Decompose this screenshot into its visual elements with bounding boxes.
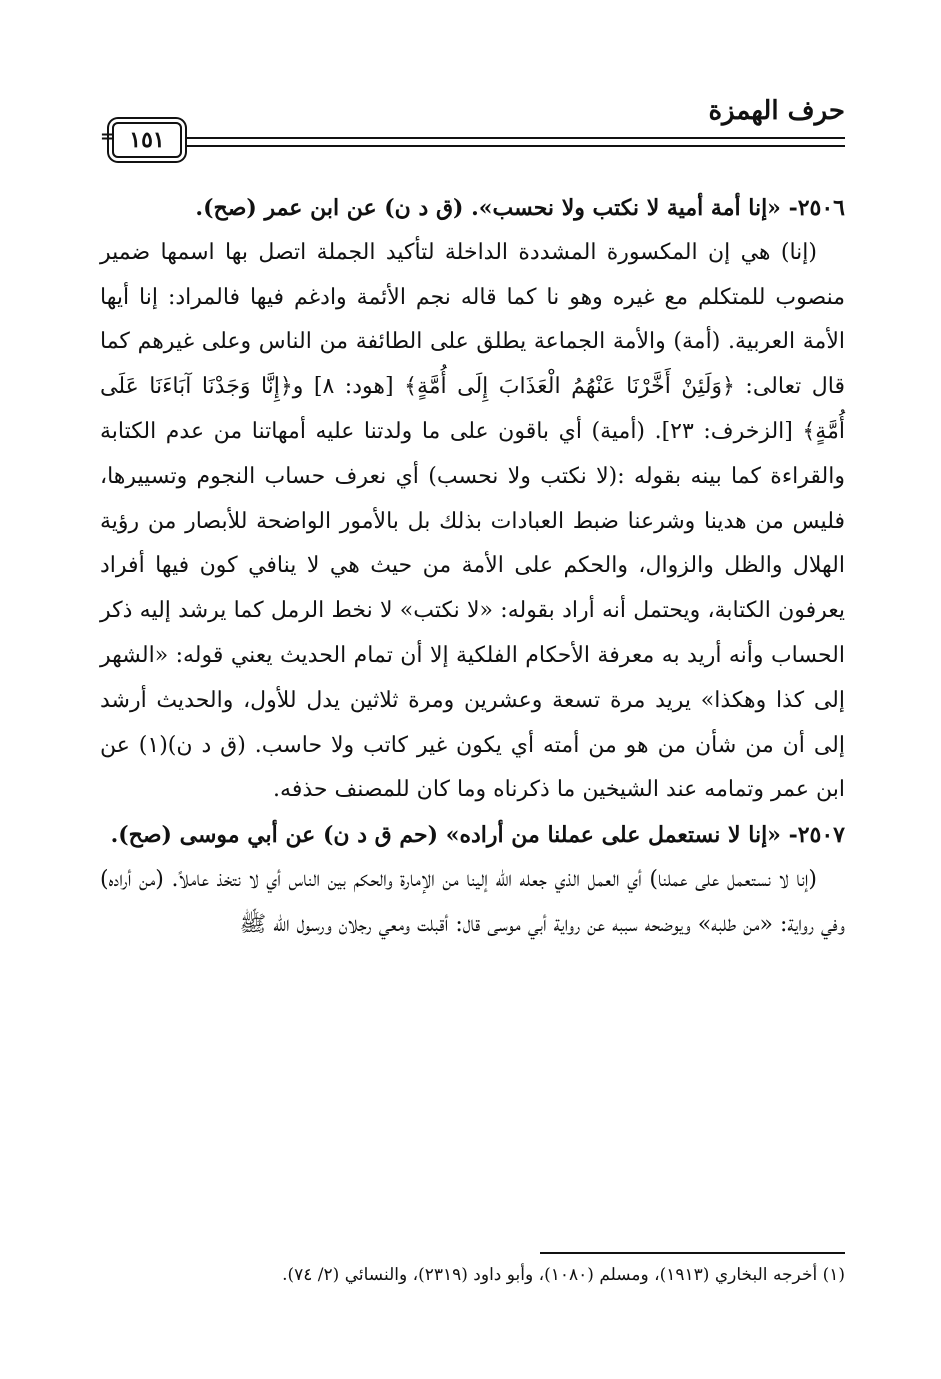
page-header bbox=[100, 96, 845, 156]
footnote-rule bbox=[540, 1252, 845, 1254]
commentary-2506: (إنا) هي إن المكسورة المشددة الداخلة لتأكيد الجملة اتصل بها اسمها ضمير منصوب للمتكلم مع غيره وهو نا كما قاله نجم الأئمة وادغم فيها فالمراد: إنا أيها الأمة العربية. (أمة) والأمة الجماعة يطلق على الطائفة من الناس وعلى غيرهم كما قال تعالى: ﴿وَلَئِنْ أَخَّرْنَا عَنْهُمُ الْعَذَابَ إِلَى أُمَّةٍ﴾ [هود: ٨] و﴿إِنَّا وَجَدْنَا آبَاءَنَا عَلَى أُمَّةٍ﴾ [الزخرف: ٢٣]. (أمية) أي باقون على ما ولدتنا عليه أمهاتنا من عدم الكتابة والقراءة كما بينه بقوله :(لا نكتب ولا نحسب) أي نعرف حساب النجوم وتسييرها، فليس من هدينا وشرعنا ضبط العبادات بذلك بل بالأمور الواضحة للأبصار من رؤية الهلال والظل والزوال، والحكم على الأمة من حيث هي لا ينافي كون فيها أفراد يعرفون الكتابة، ويحتمل أنه أراد بقوله: «لا نكتب» لا نخط الرمل كما يرشد إليه ذكر الحساب وأنه أريد به معرفة الأحكام الفلكية إلا أن تمام الحديث يعني قوله: «الشهر إلى كذا وهكذا» يريد مرة تسعة وعشرين ومرة ثلاثين يدل للأول، والحديث أرشد إلى أن من شأن من هو من أمته أي يكون غير كاتب ولا حاسب. (ق د ن)(١) عن ابن عمر وتمامه عند الشيخين ما ذكرناه وما كان للمصنف حذفه. bbox=[100, 239, 846, 803]
header-rule bbox=[185, 137, 845, 147]
header-mark: = bbox=[100, 126, 116, 147]
footnote: (١) أخرجه البخاري (١٩١٣)، ومسلم (١٠٨٠)، وأبو داود (٢٣١٩)، والنسائي (٢/ ٧٤). bbox=[282, 1265, 845, 1285]
page-number: ١٥١ bbox=[112, 122, 182, 158]
main-text bbox=[100, 186, 845, 948]
chapter-title: حرف الهمزة bbox=[708, 96, 845, 126]
commentary-2507: (إنا لا نستعمل على عملنا) أي العمل الذي جعله الله إلينا من الإمارة والحكم بين الناس أي لا نتخذ عاملاً. (من أراده) وفي رواية: «من طلبه» ويوضحه سببه عن رواية أبي موسى قال: أقبلت ومعي رجلان ورسول الله ﷺ bbox=[100, 866, 845, 937]
hadith-2507: ٢٥٠٧- «إنا لا نستعمل على عملنا من أراده» (حم ق د ن) عن أبي موسى (صح). bbox=[110, 822, 845, 849]
hadith-2506: ٢٥٠٦- «إنا أمة أمية لا نكتب ولا نحسب». (ق د ن) عن ابن عمر (صح). bbox=[195, 195, 845, 221]
